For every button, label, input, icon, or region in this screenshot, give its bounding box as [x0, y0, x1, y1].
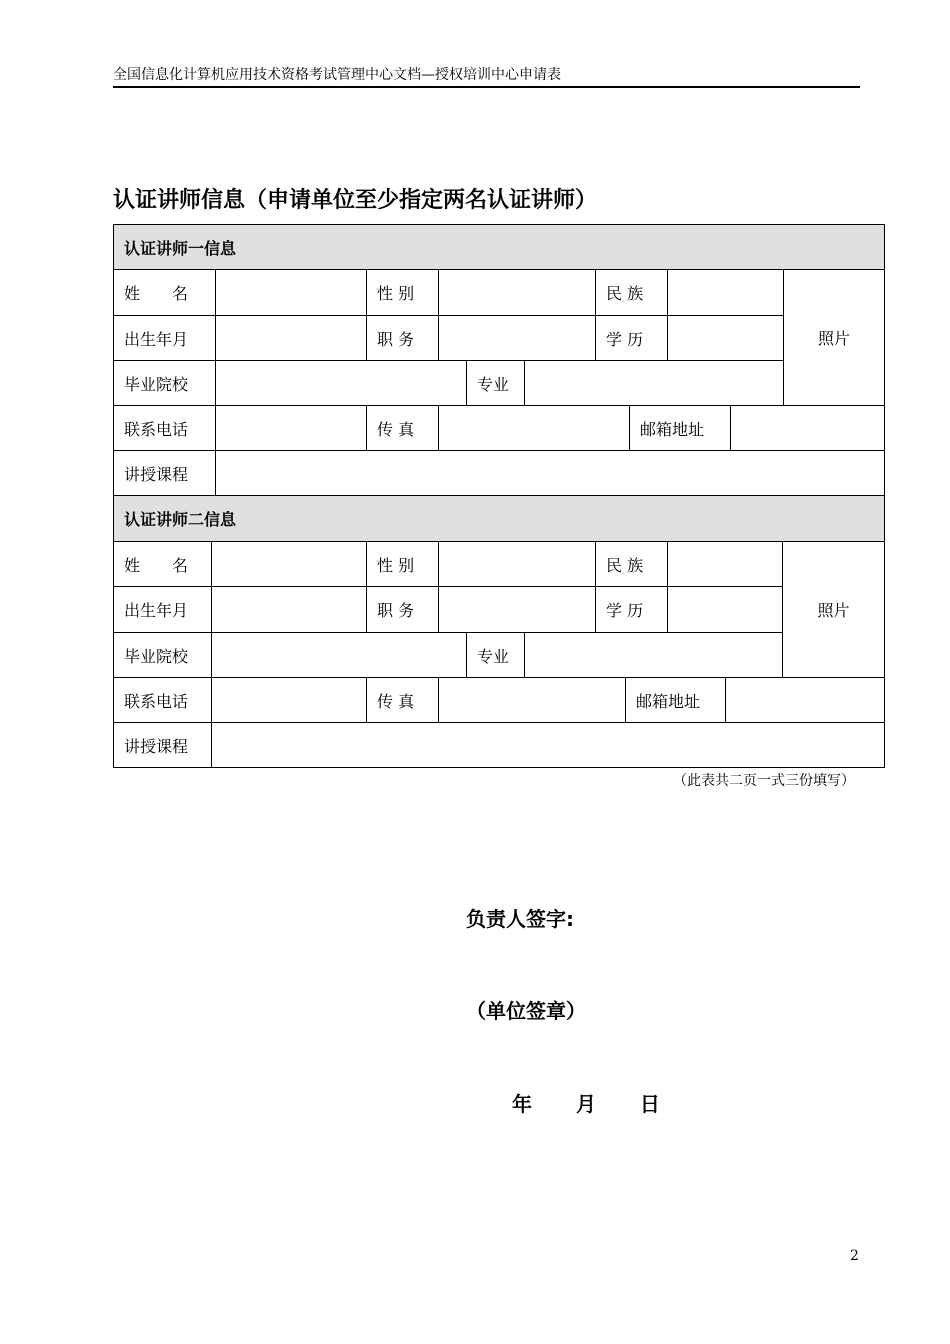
phone-field[interactable]	[212, 678, 367, 723]
ethnicity-label: 民 族	[596, 270, 668, 316]
birth-label: 出生年月	[114, 316, 216, 361]
instructor-one-section-header: 认证讲师一信息	[114, 225, 885, 270]
course-field[interactable]	[212, 723, 885, 768]
course-label: 讲授课程	[114, 723, 212, 768]
name-field[interactable]	[216, 270, 367, 316]
school-label: 毕业院校	[114, 361, 216, 406]
course-label: 讲授课程	[114, 451, 216, 496]
school-field[interactable]	[216, 361, 467, 406]
email-label: 邮箱地址	[630, 406, 731, 451]
section-title: 认证讲师信息（申请单位至少指定两名认证讲师）	[113, 188, 598, 213]
position-field[interactable]	[439, 316, 596, 361]
phone-label: 联系电话	[114, 406, 216, 451]
signature-date	[512, 1090, 660, 1118]
fax-label: 传 真	[367, 678, 439, 723]
name-label: 姓 名	[114, 542, 212, 587]
position-label: 职 务	[367, 316, 439, 361]
birth-field[interactable]	[216, 316, 367, 361]
fax-field[interactable]	[439, 406, 630, 451]
unit-seal-label: （单位签章）	[466, 999, 586, 1023]
major-field[interactable]	[525, 633, 783, 678]
gender-label: 性 别	[367, 542, 439, 587]
ethnicity-label: 民 族	[596, 542, 668, 587]
gender-field[interactable]	[439, 270, 596, 316]
instructor-one-table	[113, 224, 885, 496]
phone-field[interactable]	[216, 406, 367, 451]
page-number: 2	[850, 1248, 859, 1264]
name-label: 姓 名	[114, 270, 216, 316]
birth-label: 出生年月	[114, 587, 212, 633]
ethnicity-field[interactable]	[668, 270, 784, 316]
email-label: 邮箱地址	[626, 678, 726, 723]
fax-field[interactable]	[439, 678, 626, 723]
phone-label: 联系电话	[114, 678, 212, 723]
date-day: 日	[639, 1092, 660, 1116]
education-label: 学 历	[596, 587, 668, 633]
education-field[interactable]	[668, 587, 783, 633]
major-field[interactable]	[525, 361, 784, 406]
gender-label: 性 别	[367, 270, 439, 316]
gender-field[interactable]	[439, 542, 596, 587]
ethnicity-field[interactable]	[668, 542, 783, 587]
education-label: 学 历	[596, 316, 668, 361]
date-month: 月	[575, 1092, 596, 1116]
document-header: 全国信息化计算机应用技术资格考试管理中心文档—授权培训中心申请表	[113, 66, 860, 88]
school-field[interactable]	[212, 633, 467, 678]
email-field[interactable]	[731, 406, 885, 451]
school-label: 毕业院校	[114, 633, 212, 678]
date-year: 年	[512, 1092, 532, 1116]
form-note: （此表共二页一式三份填写）	[673, 773, 855, 789]
email-field[interactable]	[726, 678, 885, 723]
major-label: 专业	[467, 361, 525, 406]
responsible-signature-label: 负责人签字:	[466, 907, 574, 931]
name-field[interactable]	[212, 542, 367, 587]
birth-field[interactable]	[212, 587, 367, 633]
fax-label: 传 真	[367, 406, 439, 451]
photo-box[interactable]: 照片	[783, 542, 885, 678]
course-field[interactable]	[216, 451, 885, 496]
position-label: 职 务	[367, 587, 439, 633]
position-field[interactable]	[439, 587, 596, 633]
instructor-two-section-header: 认证讲师二信息	[114, 496, 885, 542]
major-label: 专业	[467, 633, 525, 678]
photo-box[interactable]: 照片	[784, 270, 885, 406]
instructor-two-table	[113, 495, 885, 768]
education-field[interactable]	[668, 316, 784, 361]
